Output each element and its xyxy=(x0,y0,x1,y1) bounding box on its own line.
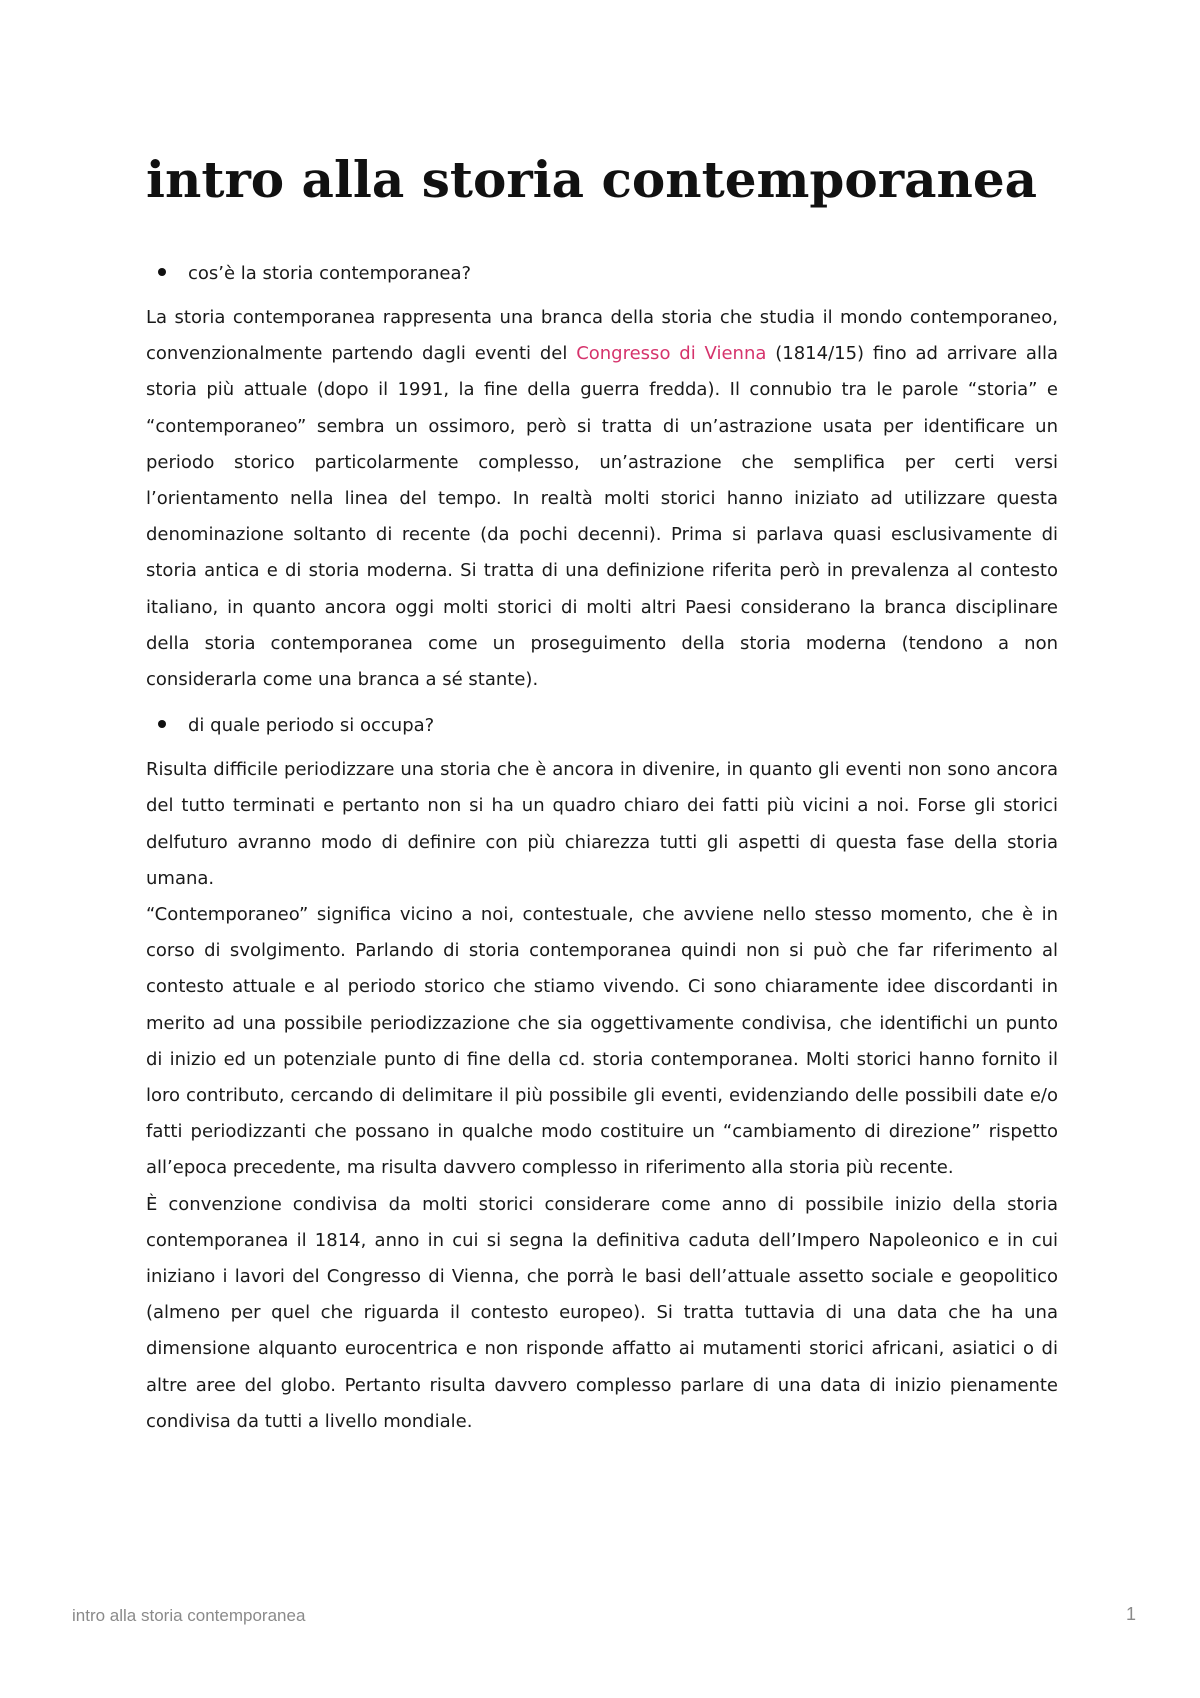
footer-page-number: 1 xyxy=(1125,1604,1136,1624)
paragraph-convenzione: È convenzione condivisa da molti storici considerare come anno di possibile inizio della storia contemporanea il 1814, anno in cui si segna la definitiva caduta dell’Impero Napoleonico e in cui iniziano i lavori del Congresso di Vienna, che porrà le basi dell’attuale assetto sociale e geopolitico (almeno per quel che riguarda il contesto europeo). Si tratta tuttavia di una data che ha una dimensione alquanto eurocentrica e non risponde affatto ai mutamenti storici africani, asiatici o di altre aree del globo. Pertanto risulta davvero complesso parlare di una data di inizio pienamente condivisa da tutti a livello mondiale. xyxy=(146,1193,1058,1432)
paragraph-text: La storia contemporanea rappresenta una branca della storia che studia il mondo contemporaneo, convenzionalmente partendo dagli eventi del xyxy=(146,307,1058,365)
bullet-text: cos’è la storia contemporanea? xyxy=(188,263,472,284)
bullet-dot-icon xyxy=(158,720,166,728)
footer-title: intro alla storia contemporanea xyxy=(72,1606,306,1625)
bullet-dot-icon xyxy=(158,268,166,276)
congresso-di-vienna-link[interactable]: Congresso di Vienna xyxy=(576,343,767,365)
bullet-text: di quale periodo si occupa? xyxy=(188,715,435,737)
bullet-item-question-2 xyxy=(158,708,1058,744)
paragraph-definition xyxy=(146,300,1058,698)
paragraph-contemporaneo: “Contemporaneo” significa vicino a noi, contestuale, che avviene nello stesso momento, che è in corso di svolgimento. Parlando di storia contemporanea quindi non si può che far riferimento al contesto attuale e al periodo storico che stiamo vivendo. Ci sono chiaramente idee discordanti in merito ad una possibile periodizzazione che sia oggettivamente condivisa, che identifichi un punto di inizio ed un potenziale punto di fine della cd. storia contemporanea. Molti storici hanno fornito il loro contributo, cercando di delimitare il più possibile gli eventi, evidenziando delle possibili date e/o fatti periodizzanti che possano in qualche modo costituire un “cambiamento di direzione” rispetto all’epoca precedente, ma risulta davvero complesso in riferimento alla storia più recente. xyxy=(146,904,1058,1179)
paragraph-text: (1814/15) fino ad arrivare alla storia più attuale (dopo il 1991, la fine della guerra fredda). Il connubio tra le parole “storia” e “contemporaneo” sembra un ossimoro, però si tratta di un’astrazione usata per identificare un periodo storico particolarmente complesso, un’astrazione che semplifica per certi versi l’orientamento nella linea del tempo. In realtà molti storici hanno iniziato ad utilizzare questa denominazione soltanto di recente (da pochi decenni). Prima si parlava quasi esclusivamente di storia antica e di storia moderna. Si tratta di una definizione riferita però in prevalenza al contesto italiano, in quanto ancora oggi molti storici di molti altri Paesi considerano la branca disciplinare della storia contemporanea come un proseguimento della storia moderna (tendono a non considerarla come una branca a sé stante). xyxy=(146,343,1058,691)
paragraph-periodization: Risulta difficile periodizzare una storia che è ancora in divenire, in quanto gli eventi non sono ancora del tutto terminati e pertanto non si ha un quadro chiaro dei fatti più vicini a noi. Forse gli storici delfuturo avranno modo di definire con più chiarezza tutti gli aspetti di questa fase della storia umana. xyxy=(146,759,1058,889)
bullet-item-question-1 xyxy=(158,256,1058,292)
page-title: intro alla storia contemporanea xyxy=(146,150,1038,209)
document-page xyxy=(146,150,1058,1440)
